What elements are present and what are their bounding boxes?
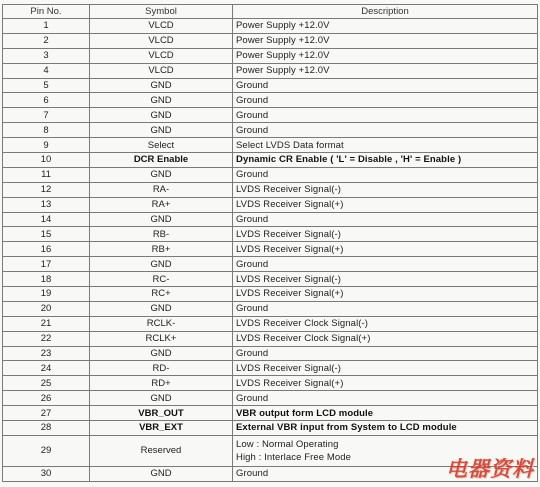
pin-description: LVDS Receiver Signal(+) [233, 197, 538, 212]
table-row [3, 346, 538, 361]
pin-number: 10 [3, 153, 90, 168]
table-row [3, 242, 538, 257]
table-row [3, 316, 538, 331]
pin-description: LVDS Receiver Clock Signal(+) [233, 331, 538, 346]
pin-symbol: GND [90, 301, 233, 316]
pin-description-line1: Low : Normal Operating [236, 438, 339, 450]
pin-number: 14 [3, 212, 90, 227]
pin-number: 29 [3, 435, 90, 466]
table-row [3, 19, 538, 34]
pin-symbol: GND [90, 466, 233, 481]
pin-symbol: VLCD [90, 48, 233, 63]
pin-number: 15 [3, 227, 90, 242]
pin-symbol: Reserved [90, 435, 233, 466]
pin-description: LVDS Receiver Signal(+) [233, 242, 538, 257]
table-row [3, 406, 538, 421]
table-row [3, 63, 538, 78]
pin-number: 8 [3, 123, 90, 138]
pin-description: LVDS Receiver Signal(+) [233, 287, 538, 302]
pin-description: Power Supply +12.0V [233, 33, 538, 48]
pin-symbol: RB- [90, 227, 233, 242]
pin-number: 26 [3, 391, 90, 406]
pin-description: LVDS Receiver Signal(-) [233, 227, 538, 242]
pin-number: 19 [3, 287, 90, 302]
table-row [3, 197, 538, 212]
pin-description: Dynamic CR Enable ( 'L' = Disable , 'H' = Enable ) [233, 153, 538, 168]
table-row [3, 421, 538, 436]
pin-description: Ground [233, 391, 538, 406]
pin-number: 5 [3, 78, 90, 93]
pin-number: 18 [3, 272, 90, 287]
pin-symbol: VLCD [90, 19, 233, 34]
pin-description: Select LVDS Data format [233, 138, 538, 153]
pin-description: LVDS Receiver Signal(-) [233, 182, 538, 197]
pin-number: 9 [3, 138, 90, 153]
pin-description: External VBR input from System to LCD module [233, 421, 538, 436]
pin-description: Ground [233, 167, 538, 182]
table-row [3, 301, 538, 316]
pin-number: 22 [3, 331, 90, 346]
pin-symbol: RD- [90, 361, 233, 376]
pin-description: Ground [233, 78, 538, 93]
table-row [3, 331, 538, 346]
pin-number: 25 [3, 376, 90, 391]
pin-number: 16 [3, 242, 90, 257]
pin-symbol: VLCD [90, 63, 233, 78]
pin-description: Ground [233, 257, 538, 272]
pin-number: 20 [3, 301, 90, 316]
pin-symbol: VLCD [90, 33, 233, 48]
pin-number: 21 [3, 316, 90, 331]
pin-symbol: RA+ [90, 197, 233, 212]
table-row [3, 93, 538, 108]
table-row [3, 167, 538, 182]
pin-description: LVDS Receiver Signal(+) [233, 376, 538, 391]
pin-number: 30 [3, 466, 90, 481]
pin-description: Power Supply +12.0V [233, 19, 538, 34]
table-row [3, 33, 538, 48]
watermark-logo: 电器资料 [446, 457, 534, 481]
table-header-row [3, 5, 538, 19]
table-row [3, 227, 538, 242]
pin-symbol: VBR_OUT [90, 406, 233, 421]
pin-symbol: GND [90, 257, 233, 272]
header-symbol: Symbol [90, 5, 233, 19]
pin-number: 12 [3, 182, 90, 197]
pin-symbol: RC+ [90, 287, 233, 302]
table-row [3, 391, 538, 406]
pin-symbol: GND [90, 78, 233, 93]
pin-symbol: RD+ [90, 376, 233, 391]
header-pin-no: Pin No. [3, 5, 90, 19]
table-row [3, 48, 538, 63]
pin-number: 11 [3, 167, 90, 182]
pin-symbol: RCLK- [90, 316, 233, 331]
pin-number: 1 [3, 19, 90, 34]
table-row [3, 138, 538, 153]
table-row [3, 123, 538, 138]
pin-number: 2 [3, 33, 90, 48]
table-row [3, 287, 538, 302]
pin-symbol: RB+ [90, 242, 233, 257]
pin-symbol: GND [90, 391, 233, 406]
pin-description: Ground [233, 93, 538, 108]
pin-number: 7 [3, 108, 90, 123]
pin-number: 23 [3, 346, 90, 361]
pin-symbol: Select [90, 138, 233, 153]
table-row [3, 212, 538, 227]
pin-symbol: GND [90, 123, 233, 138]
table-row [3, 272, 538, 287]
pin-symbol: GND [90, 108, 233, 123]
table-row [3, 182, 538, 197]
pin-description: Ground [233, 301, 538, 316]
pin-symbol: VBR_EXT [90, 421, 233, 436]
table-row [3, 108, 538, 123]
pin-description: Ground [233, 466, 538, 481]
pin-symbol: RA- [90, 182, 233, 197]
pin-number: 3 [3, 48, 90, 63]
pin-number: 17 [3, 257, 90, 272]
pin-number: 6 [3, 93, 90, 108]
pin-description: LVDS Receiver Clock Signal(-) [233, 316, 538, 331]
pin-description: LVDS Receiver Signal(-) [233, 272, 538, 287]
table-row [3, 78, 538, 93]
pin-description: Ground [233, 212, 538, 227]
pin-symbol: GND [90, 346, 233, 361]
pin-description: Ground [233, 346, 538, 361]
table-row [3, 153, 538, 168]
table-row [3, 376, 538, 391]
table-row [3, 257, 538, 272]
pin-number: 28 [3, 421, 90, 436]
pin-description: Power Supply +12.0V [233, 63, 538, 78]
pin-description: VBR output form LCD module [233, 406, 538, 421]
pin-symbol: GND [90, 212, 233, 227]
header-description: Description [233, 5, 538, 19]
pin-number: 24 [3, 361, 90, 376]
pin-description: Ground [233, 123, 538, 138]
pin-number: 4 [3, 63, 90, 78]
pin-symbol: DCR Enable [90, 153, 233, 168]
pin-description: Power Supply +12.0V [233, 48, 538, 63]
pin-description: LVDS Receiver Signal(-) [233, 361, 538, 376]
pin-symbol: RC- [90, 272, 233, 287]
table-row [3, 361, 538, 376]
pin-assignment-table [2, 4, 538, 482]
pin-description-line2: High : Interlace Free Mode [236, 451, 352, 463]
pin-symbol: GND [90, 93, 233, 108]
pin-symbol: RCLK+ [90, 331, 233, 346]
pin-symbol: GND [90, 167, 233, 182]
pin-number: 27 [3, 406, 90, 421]
pin-description: Ground [233, 108, 538, 123]
pin-number: 13 [3, 197, 90, 212]
